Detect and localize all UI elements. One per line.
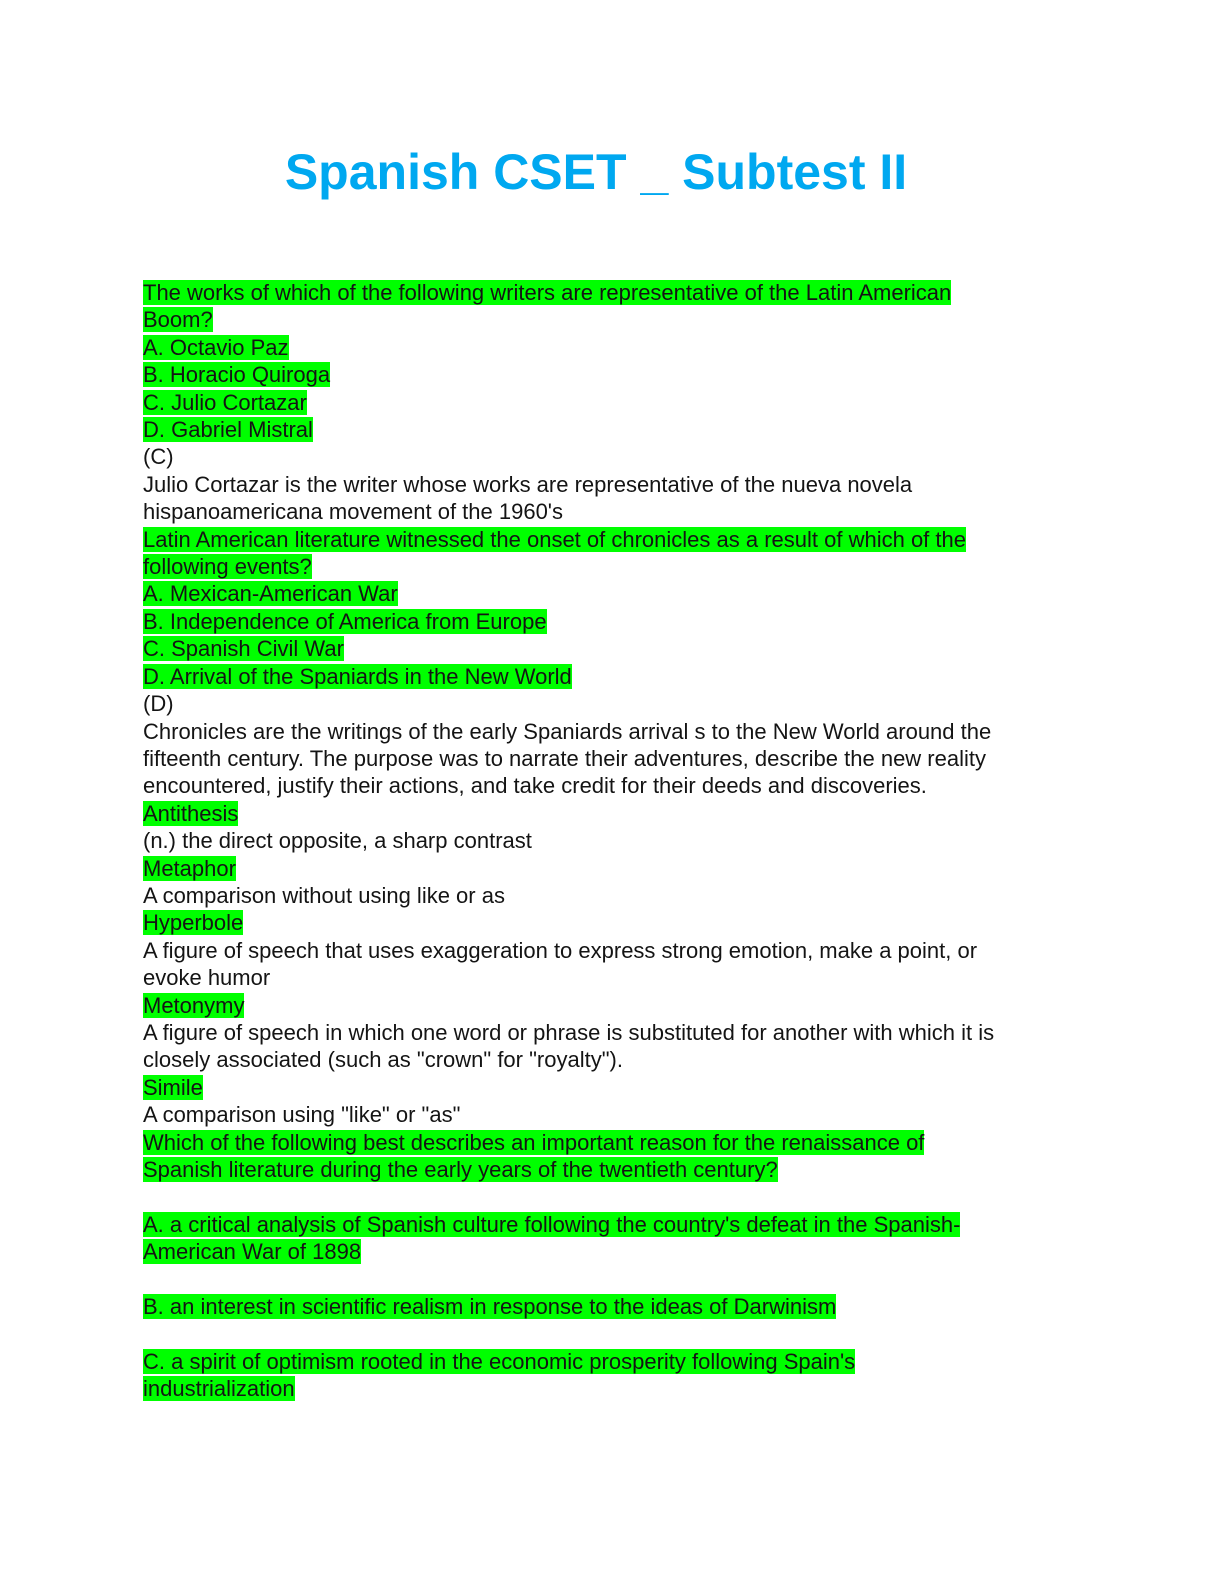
text-line [143,443,1083,470]
text-line [143,1101,1083,1128]
highlighted-text: B. Horacio Quiroga [143,362,331,388]
text-line [143,745,1083,772]
text-line [143,635,1083,662]
text-line [143,1238,1083,1265]
plain-text: A figure of speech in which one word or phrase is substituted for another with which it is [143,1019,995,1045]
highlighted-text: Which of the following best describes an important reason for the renaissance of [143,1129,925,1155]
highlighted-text: A. Octavio Paz [143,334,289,360]
plain-text: A comparison without using like or as [143,882,505,908]
text-line [143,498,1083,525]
highlighted-text: C. Julio Cortazar [143,389,307,415]
text-line [143,690,1083,717]
highlighted-text: Boom? [143,307,213,333]
highlighted-text: industrialization [143,1376,295,1402]
text-line [143,526,1083,553]
highlighted-text: C. Spanish Civil War [143,636,344,662]
text-line [143,772,1083,799]
plain-text: Chronicles are the writings of the early Spaniards arrival s to the New World around the [143,718,992,744]
text-line [143,1046,1083,1073]
text-line [143,1019,1083,1046]
text-line [143,718,1083,745]
plain-text: (D) [143,691,174,717]
highlighted-text: D. Arrival of the Spaniards in the New World [143,663,572,689]
text-line [143,471,1083,498]
text-line [143,827,1083,854]
plain-text: (n.) the direct opposite, a sharp contrast [143,828,532,854]
text-line [143,361,1083,388]
highlighted-text: American War of 1898 [143,1239,362,1265]
highlighted-text: A. a critical analysis of Spanish culture following the country's defeat in the Spanish- [143,1211,961,1237]
plain-text: fifteenth century. The purpose was to narrate their adventures, describe the new reality [143,745,986,771]
highlighted-text: D. Gabriel Mistral [143,417,313,443]
plain-text: evoke humor [143,965,271,991]
highlighted-text: Hyperbole [143,910,244,936]
highlighted-text: Spanish literature during the early years of the twentieth century? [143,1157,778,1182]
blank-line [143,1266,1083,1293]
highlighted-text: The works of which of the following writers are representative of the Latin American [143,280,952,305]
document-title: Spanish CSET _ Subtest II [284,144,908,200]
highlighted-text: C. a spirit of optimism rooted in the economic prosperity following Spain's [143,1348,856,1374]
text-line [143,608,1083,635]
text-line [143,416,1083,443]
highlighted-text: B. Independence of America from Europe [143,608,547,634]
plain-text: hispanoamericana movement of the 1960's [143,499,564,525]
blank-line [143,1320,1083,1347]
text-line [143,882,1083,909]
text-line [143,580,1083,607]
document-body [143,279,1083,1403]
plain-text: (C) [143,444,174,470]
highlighted-text: Metonymy [143,992,245,1018]
plain-text: encountered, justify their actions, and take credit for their deeds and discoveries. [143,773,927,799]
text-line [143,279,1083,306]
text-line [143,553,1083,580]
text-line [143,909,1083,936]
text-line [143,1129,1083,1156]
text-line [143,800,1083,827]
text-line [143,663,1083,690]
text-line [143,306,1083,333]
text-line [143,1348,1083,1375]
highlighted-text: Latin American literature witnessed the onset of chronicles as a result of which of the [143,526,966,552]
blank-line [143,1183,1083,1210]
plain-text: A figure of speech that uses exaggeration to express strong emotion, make a point, or [143,937,978,963]
text-line [143,992,1083,1019]
text-line [143,389,1083,416]
highlighted-text: Metaphor [143,855,236,881]
text-line [143,1211,1083,1238]
highlighted-text: A. Mexican-American War [143,581,398,607]
text-line [143,1375,1083,1402]
plain-text: closely associated (such as "crown" for "royalty"). [143,1047,623,1073]
text-line [143,334,1083,361]
highlighted-text: following events? [143,554,312,580]
text-line [143,937,1083,964]
highlighted-text: B. an interest in scientific realism in response to the ideas of Darwinism [143,1294,837,1319]
plain-text: A comparison using "like" or "as" [143,1102,461,1128]
text-line [143,1293,1083,1320]
text-line [143,1074,1083,1101]
text-line [143,1156,1083,1183]
highlighted-text: Simile [143,1074,203,1100]
text-line [143,964,1083,991]
highlighted-text: Antithesis [143,800,239,826]
text-line [143,855,1083,882]
plain-text: Julio Cortazar is the writer whose works are representative of the nueva novela [143,471,913,497]
